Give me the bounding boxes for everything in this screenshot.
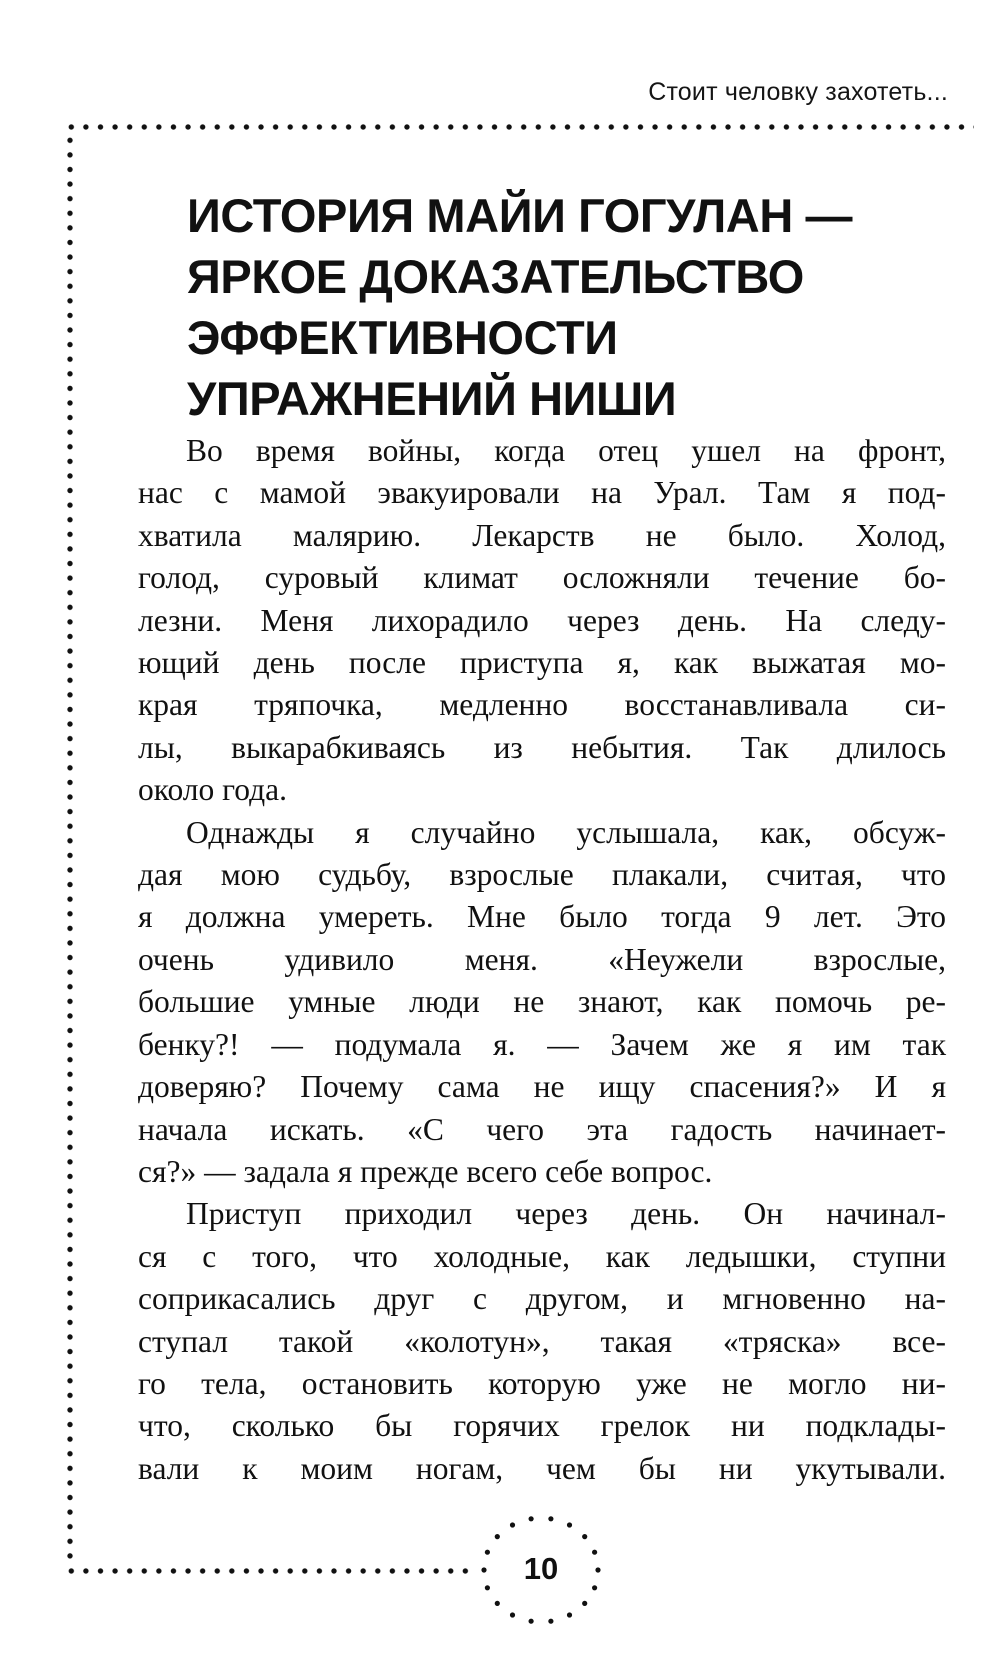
- ring-dot: [592, 1585, 597, 1590]
- dotted-border-left: [64, 133, 76, 1567]
- ring-dot: [548, 1619, 553, 1624]
- paragraph: [138, 812, 946, 1194]
- text-line: соприкасались друг с другом, и мгновенно на-: [138, 1281, 946, 1317]
- text-line: я должна умереть. Мне было тогда 9 лет. Это: [138, 899, 946, 935]
- text-line: ющий день после приступа я, как выжатая мо-: [138, 645, 946, 681]
- ring-dot: [567, 1522, 572, 1527]
- ring-dot: [510, 1612, 515, 1617]
- chapter-title-line: ИСТОРИЯ МАЙИ ГОГУЛАН —: [187, 189, 853, 242]
- ring-dot: [567, 1612, 572, 1617]
- text-line: Приступ приходил через день. Он начинал-: [186, 1196, 946, 1232]
- text-line: края тряпочка, медленно восстанавливала си-: [138, 687, 946, 723]
- chapter-title-line: ЭФФЕКТИВНОСТИ: [187, 311, 618, 364]
- chapter-title-line: УПРАЖНЕНИЙ НИШИ: [187, 372, 677, 425]
- ring-dot: [548, 1516, 553, 1521]
- ring-dot: [582, 1534, 587, 1539]
- text-line: бенку?! — подумала я. — Зачем же я им так: [138, 1026, 946, 1062]
- ring-dot: [582, 1601, 587, 1606]
- running-head: Стоит человку захотеть...: [648, 78, 948, 106]
- ring-dot: [495, 1534, 500, 1539]
- text-line: лы, выкарабкиваясь из небытия. Так длилось: [138, 729, 946, 765]
- text-line: ступал такой «колотун», такая «тряска» все-: [138, 1323, 946, 1359]
- text-line: голод, суровый климат осложняли течение бо-: [138, 560, 946, 596]
- ring-dot: [510, 1522, 515, 1527]
- ring-dot: [495, 1601, 500, 1606]
- dotted-border-bottom: [64, 1565, 476, 1577]
- text-line: го тела, остановить которую уже не могло ни-: [138, 1365, 946, 1401]
- paragraph: [138, 430, 946, 812]
- ring-dot: [595, 1567, 600, 1572]
- text-line: дая мою судьбу, взрослые плакали, считая, что: [138, 857, 946, 893]
- ring-dot: [485, 1550, 490, 1555]
- text-line: ся с того, что холодные, как ледышки, ступни: [138, 1238, 946, 1274]
- text-line: что, сколько бы горячих грелок ни подклады-: [138, 1408, 946, 1444]
- text-line: начала искать. «С чего эта гадость начинает-: [138, 1111, 946, 1147]
- page-number: 10: [523, 1551, 559, 1586]
- ring-dot: [529, 1619, 534, 1624]
- text-line: Однажды я случайно услышала, как, обсуж-: [186, 814, 946, 850]
- dotted-border-top: [64, 121, 974, 133]
- chapter-title: [187, 185, 947, 429]
- text-line: нас с мамой эвакуировали на Урал. Там я под-: [138, 475, 946, 511]
- text-line: лезни. Меня лихорадило через день. На следу-: [138, 602, 946, 638]
- text-line: большие умные люди не знают, как помочь ре-: [138, 984, 946, 1020]
- text-line: Во время войны, когда отец ушел на фронт,: [186, 433, 946, 468]
- text-line: вали к моим ногам, чем бы ни укутывали.: [138, 1450, 946, 1486]
- ring-dot: [485, 1585, 490, 1590]
- body-text: [138, 430, 946, 1490]
- paragraph: [138, 1193, 946, 1490]
- text-line: хватила малярию. Лекарств не было. Холод,: [138, 517, 946, 553]
- text-line: доверяю? Почему сама не ищу спасения?» И я: [138, 1069, 946, 1105]
- text-line: около года.: [138, 772, 287, 808]
- ring-dot: [481, 1567, 486, 1572]
- ring-dot: [529, 1516, 534, 1521]
- ring-dot: [592, 1550, 597, 1555]
- text-line: ся?» — задала я прежде всего себе вопрос.: [138, 1153, 713, 1189]
- chapter-title-line: ЯРКОЕ ДОКАЗАТЕЛЬСТВО: [187, 250, 804, 303]
- text-line: очень удивило меня. «Неужели взрослые,: [138, 941, 946, 977]
